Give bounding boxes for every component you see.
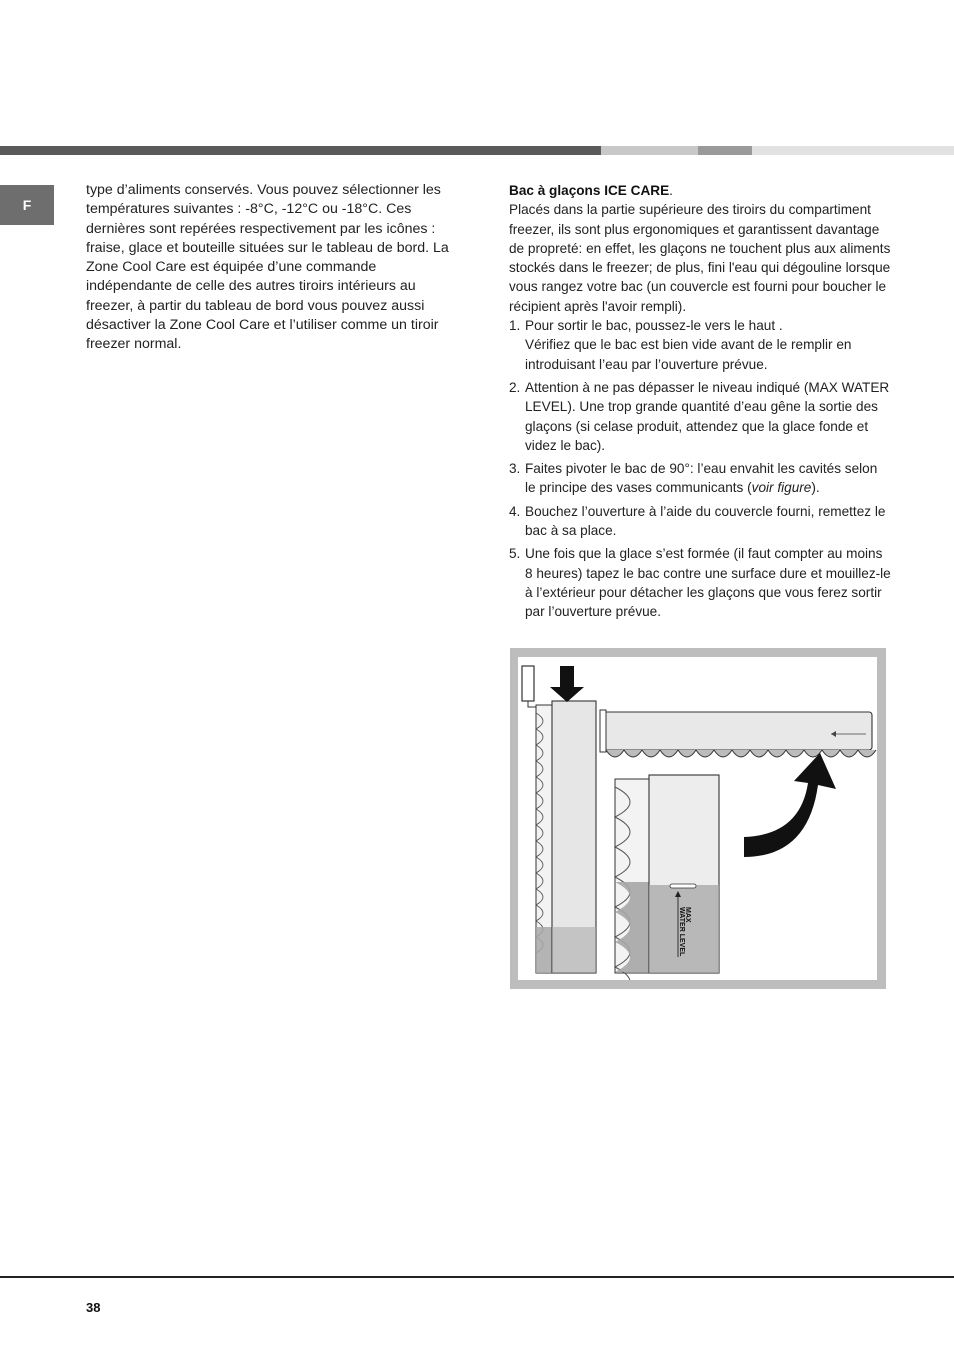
filled-ice-tray-icon [615,775,719,980]
max-label: MAX [684,907,691,923]
step-text: Attention à ne pas dépasser le niveau indiqué (MAX WATER LEVEL). Une trop grande quantité d’eau gêne la sortie des glaçons (si celase produit, attendez que la glace fonde et videz le bac). [525,379,890,453]
right-column [509,181,891,626]
language-tab: F [0,185,54,225]
step-number: 5. [509,546,521,562]
ice-tray-heading: Bac à glaçons ICE CARE [509,183,670,198]
step-text: Faites pivoter le bac de 90°: l’eau envahit les cavités selon le principe des vases communicants ( [525,461,878,496]
intro-paragraph: Placés dans la partie supérieure des tiroirs du compartiment freezer, ils sont plus ergonomiques et garantissent davantage de propreté: en effet, les glaçons ne touchent plus aux aliments stockés dans le freezer; de plus, fini l'eau qui dégouline lorsque vous rangez votre bac (un couvercle est fourni pour boucher le récipient après l'avoir rempli). [509,202,891,314]
step-item [509,378,891,455]
illustration-canvas [518,657,877,980]
page-number: 38 [86,1300,101,1315]
water-level-label: WATER LEVEL [678,907,685,957]
header-color-bar [0,146,954,155]
step-text: Une fois que la glace s’est formée (il faut compter au moins 8 heures) tapez le bac contre une surface dure et mouillez-le à l’extérieur pour détacher les glaçons que vous ferez sortir par l’ouverture prévue. [525,546,891,620]
header-bar-dark-segment [0,146,601,155]
instruction-steps [509,316,891,621]
header-bar-light-segment [601,146,698,155]
rotate-arrow-icon [744,753,836,857]
left-column-text: type d’aliments conservés. Vous pouvez sélectionner les températures suivantes : -8°C, -12°C ou -18°C. Ces dernières sont repérées respectivement par les icônes : fraise, glace et bouteille situées sur le tableau de bord. La Zone Cool Care est équipée d’une commande indépendante de celle des autres tiroirs intérieurs au freezer, à partir du tableau de bord vous pouvez aussi désactiver la Zone Cool Care et l’utiliser comme un tiroir freezer normal. [86,182,449,353]
step-italic-text: voir figure [751,480,812,496]
tray-lid-icon [522,666,534,701]
upright-ice-tray-icon [536,701,596,973]
ice-tray-illustration [510,648,886,989]
section-heading [509,181,891,200]
horizontal-ice-tray-icon [600,710,876,757]
ice-tray-drawing [518,657,877,980]
step-text: Bouchez l’ouverture à l’aide du couvercle fourni, remettez le bac à sa place. [525,503,886,539]
step-number: 3. [509,461,521,477]
header-bar-mid-segment [698,146,752,155]
lid-hinge-icon [528,701,536,707]
down-arrow-icon [550,666,584,702]
step-item [509,544,891,621]
step-text-continued: Vérifiez que le bac est bien vide avant de le remplir en introduisant l’eau par l’ouverture prévue. [525,337,852,372]
footer-rule [0,1276,954,1278]
step-text-end: ). [811,480,820,496]
step-number: 1. [509,318,521,334]
step-number: 4. [509,503,521,519]
step-item [509,316,891,374]
step-item [509,502,891,541]
step-number: 2. [509,379,521,395]
header-bar-pale-segment [752,146,954,155]
heading-period: . [669,183,673,198]
step-text: Pour sortir le bac, poussez-le vers le haut . [525,318,783,334]
step-item [509,459,891,498]
